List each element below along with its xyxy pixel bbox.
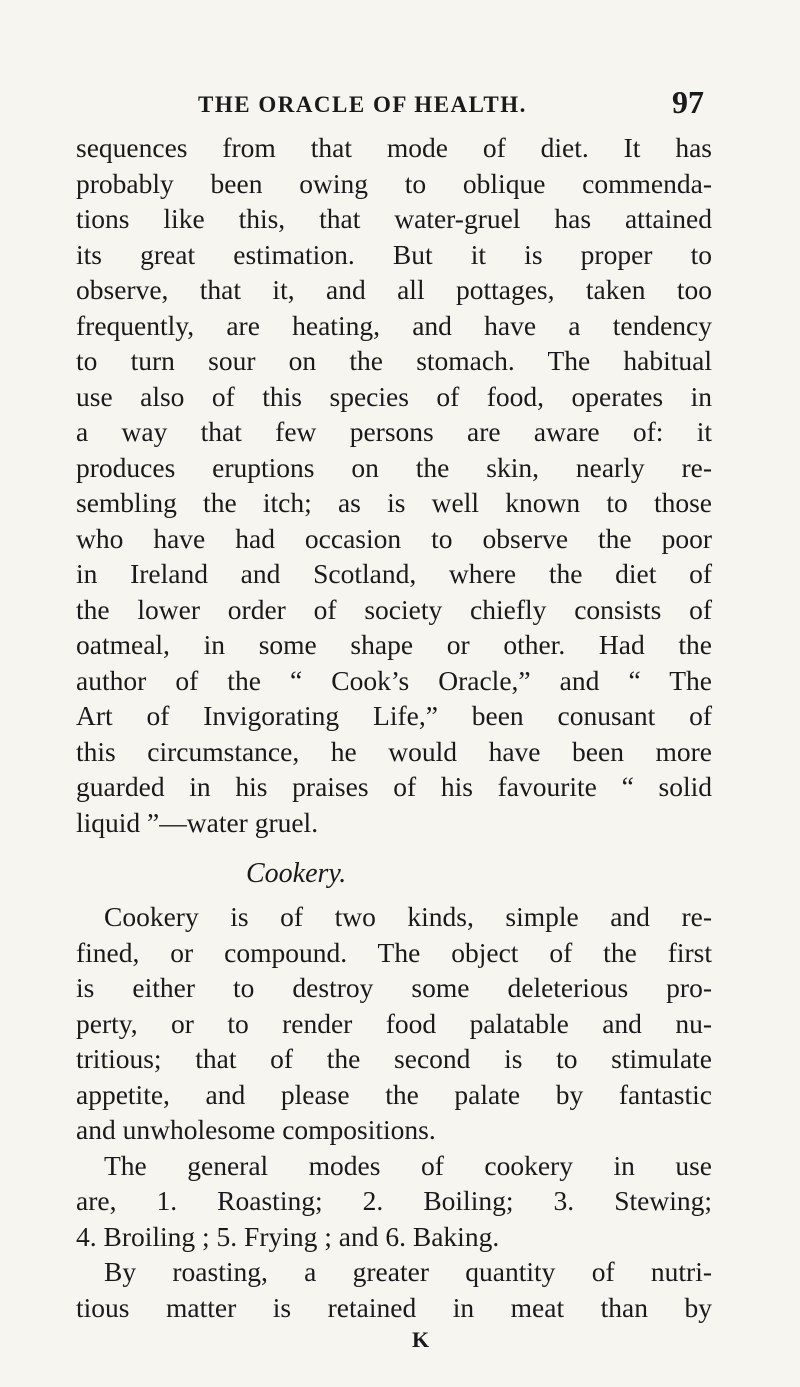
text-line: oatmeal, in some shape or other. Had the (76, 629, 712, 660)
text-line: to turn sour on the stomach. The habitual (76, 345, 712, 376)
text-line: author of the “ Cook’s Oracle,” and “ The (76, 664, 712, 696)
text-line: produces eruptions on the skin, nearly re- (76, 451, 712, 483)
text-line: observe, that it, and all pottages, taken too (76, 274, 712, 305)
text-line: tious matter is retained in meat than by (76, 1291, 712, 1323)
book-page (76, 84, 712, 1355)
text-line: is either to destroy some deleterious pro- (76, 972, 712, 1003)
text-line: tritious; that of the second is to stimulate (76, 1043, 712, 1074)
text-line: liquid ”—water gruel. (76, 806, 319, 838)
text-line: Cookery is of two kinds, simple and re- (104, 901, 712, 932)
text-line: perty, or to render food palatable and nu- (76, 1007, 712, 1039)
text-line: who have had occasion to observe the poor (76, 522, 712, 554)
text-line: guarded in his praises of his favourite “ solid (76, 771, 712, 802)
text-line: Art of Invigorating Life,” been conusant of (76, 700, 712, 731)
text-line: sequences from that mode of diet. It has (76, 132, 712, 163)
paragraph-cookery-modes (76, 1148, 712, 1255)
text-line: frequently, are heating, and have a tendency (76, 309, 712, 341)
text-line: probably been owing to oblique commenda- (76, 167, 712, 199)
text-line: the lower order of society chiefly consists of (76, 593, 712, 625)
section-heading: Cookery. (246, 858, 347, 889)
text-line: sembling the itch; as is well known to those (76, 487, 712, 518)
text-line: this circumstance, he would have been more (76, 735, 712, 767)
text-line: a way that few persons are aware of: it (76, 416, 712, 447)
text-line: in Ireland and Scotland, where the diet of (76, 558, 712, 589)
paragraph-cookery-kinds (76, 899, 712, 1148)
text-line: use also of this species of food, operates in (76, 380, 712, 412)
text-line: The general modes of cookery in use (104, 1149, 712, 1181)
text-line: fined, or compound. The object of the first (76, 936, 712, 968)
text-line: and unwholesome compositions. (76, 1114, 436, 1145)
running-head (76, 84, 712, 130)
text-line: appetite, and please the palate by fantastic (76, 1078, 712, 1110)
text-line: its great estimation. But it is proper to (76, 238, 712, 270)
text-line: By roasting, a greater quantity of nutri- (104, 1256, 712, 1287)
page-number: 97 (672, 84, 704, 120)
text-line: are, 1. Roasting; 2. Boiling; 3. Stewing; (76, 1185, 712, 1216)
signature-mark: K (412, 1327, 430, 1352)
paragraph-roasting (76, 1254, 712, 1325)
text-line: tions like this, that water-gruel has attained (76, 203, 712, 234)
text-line: 4. Broiling ; 5. Frying ; and 6. Baking. (76, 1220, 500, 1252)
paragraph-water-gruel (76, 130, 712, 840)
running-title: THE ORACLE OF HEALTH. (198, 92, 527, 117)
